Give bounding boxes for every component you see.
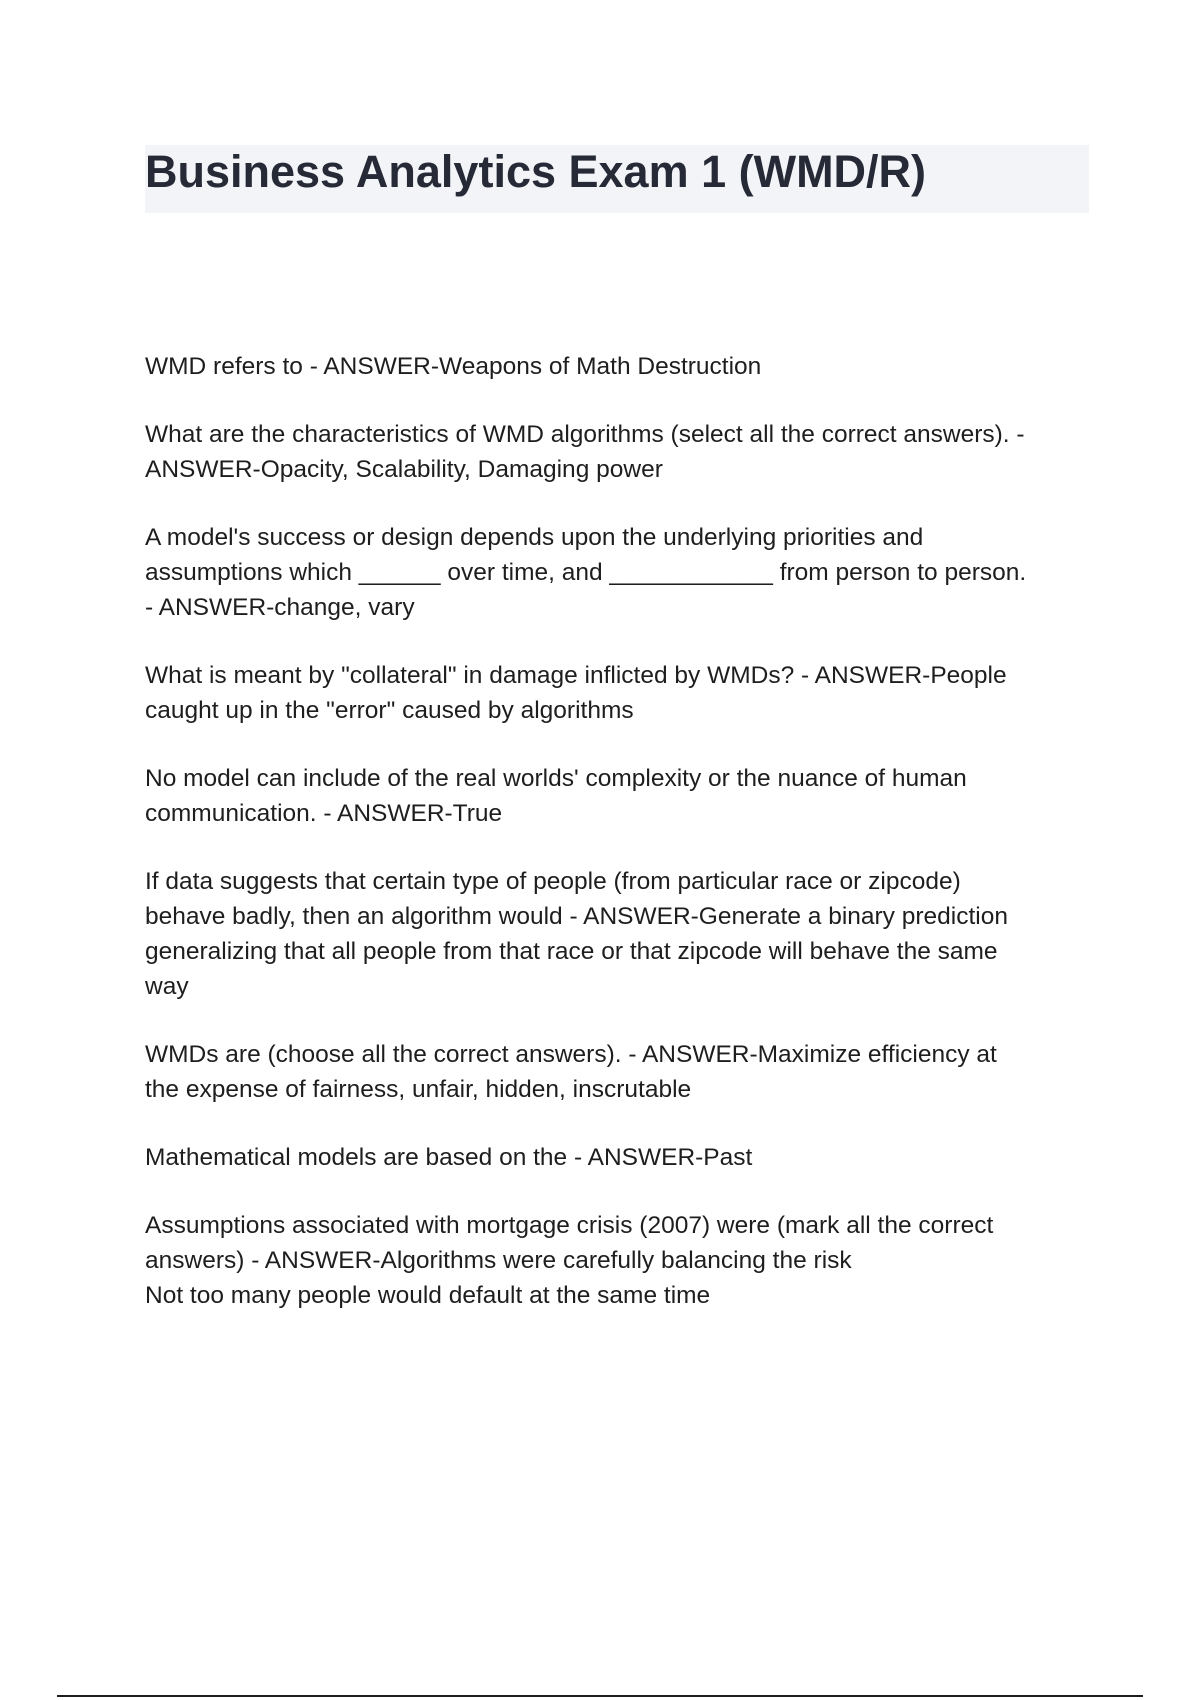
qa-text-line: A model's success or design depends upon the underlying priorities and (145, 524, 924, 551)
qa-text-line: the expense of fairness, unfair, hidden, inscrutable (145, 1076, 692, 1103)
qa-item (145, 658, 1095, 728)
qa-text-line: What are the characteristics of WMD algorithms (select all the correct answers). - (145, 421, 1025, 448)
qa-item (145, 349, 1095, 384)
qa-text-line: WMDs are (choose all the correct answers). - ANSWER-Maximize efficiency at (145, 1041, 997, 1068)
qa-text-line: ANSWER-Opacity, Scalability, Damaging power (145, 456, 663, 483)
qa-item (145, 761, 1095, 831)
qa-text-line: assumptions which ______ over time, and ____________ from person to person. (145, 559, 1027, 586)
document-title: Business Analytics Exam 1 (WMD/R) (145, 146, 927, 197)
qa-text-line: caught up in the "error" caused by algorithms (145, 697, 634, 724)
qa-text-line: No model can include of the real worlds' complexity or the nuance of human (145, 765, 967, 792)
qa-item (145, 1208, 1095, 1313)
footer-divider (57, 1695, 1143, 1697)
qa-item (145, 1037, 1095, 1107)
qa-list (145, 349, 1095, 1346)
qa-text-line: WMD refers to - ANSWER-Weapons of Math Destruction (145, 353, 762, 380)
qa-text-line: Not too many people would default at the same time (145, 1282, 711, 1309)
qa-text-line: What is meant by "collateral" in damage inflicted by WMDs? - ANSWER-People (145, 662, 1007, 689)
qa-text-line: - ANSWER-change, vary (145, 594, 415, 621)
qa-text-line: If data suggests that certain type of people (from particular race or zipcode) (145, 868, 961, 895)
qa-item (145, 864, 1095, 1004)
qa-text-line: behave badly, then an algorithm would - ANSWER-Generate a binary prediction (145, 903, 1008, 930)
qa-text-line: generalizing that all people from that race or that zipcode will behave the same (145, 938, 998, 965)
qa-text-line: answers) - ANSWER-Algorithms were carefully balancing the risk (145, 1247, 852, 1274)
qa-text-line: way (145, 973, 189, 1000)
qa-item (145, 1140, 1095, 1175)
qa-text-line: Assumptions associated with mortgage crisis (2007) were (mark all the correct (145, 1212, 994, 1239)
qa-text-line: communication. - ANSWER-True (145, 800, 503, 827)
qa-item (145, 417, 1095, 487)
qa-text-line: Mathematical models are based on the - ANSWER-Past (145, 1144, 753, 1171)
qa-item (145, 520, 1095, 625)
